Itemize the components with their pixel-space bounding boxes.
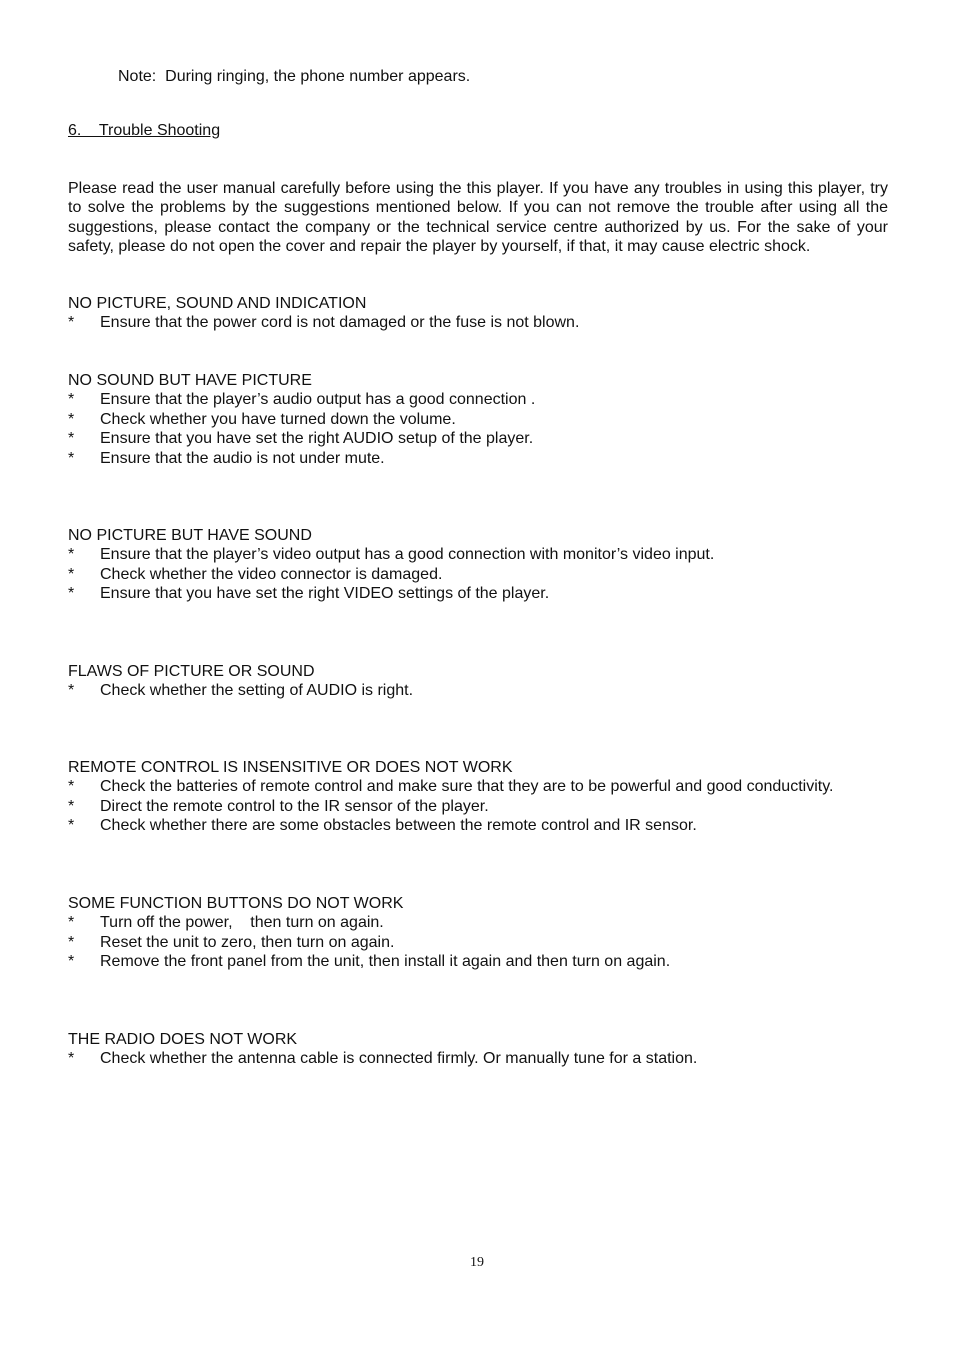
list-item xyxy=(68,449,898,468)
bullet-star: * xyxy=(68,953,75,971)
list-item xyxy=(68,429,898,448)
trouble-group xyxy=(68,371,898,468)
intro-paragraph: Please read the user manual carefully before using the this player. If you have any troubles in using this player, try to solve the problems by the suggestions mentioned below. If you can not remove the trouble after using all the suggestions, please contact the company or the technical service centre authorized by us. For the sake of your safety, please do not open the cover and repair the player by yourself, if that, it may cause electric shock. xyxy=(68,180,888,256)
list-item xyxy=(68,913,898,932)
bullet-star: * xyxy=(68,314,75,332)
item-text: Ensure that the player’s video output has a good connection with monitor’s video input. xyxy=(100,546,715,564)
bullet-star: * xyxy=(68,933,75,951)
item-text: Direct the remote control to the IR sensor of the player. xyxy=(100,797,489,815)
list-item xyxy=(68,816,898,835)
section-title: 6. Trouble Shooting xyxy=(68,122,221,139)
item-text: Check the batteries of remote control and make sure that they are to be powerful and good conductivity. xyxy=(100,778,834,796)
group-title: NO PICTURE, SOUND AND INDICATION xyxy=(68,295,367,312)
bullet-star: * xyxy=(68,410,75,428)
group-title: THE RADIO DOES NOT WORK xyxy=(68,1031,298,1048)
item-text: Reset the unit to zero, then turn on again. xyxy=(100,933,395,951)
item-text: Check whether the antenna cable is connected firmly. Or manually tune for a station. xyxy=(100,1050,698,1068)
bullet-star: * xyxy=(68,797,75,815)
bullet-star: * xyxy=(68,585,75,603)
trouble-group xyxy=(68,526,898,604)
list-item xyxy=(68,584,898,603)
list-item xyxy=(68,681,898,700)
list-item xyxy=(68,933,898,952)
group-title: REMOTE CONTROL IS INSENSITIVE OR DOES NOT WORK xyxy=(68,759,513,776)
bullet-star: * xyxy=(68,1050,75,1068)
trouble-group xyxy=(68,1030,898,1069)
ringing-note: Note: During ringing, the phone number appears. xyxy=(118,68,471,85)
list-item xyxy=(68,313,898,332)
bullet-star: * xyxy=(68,682,75,700)
bullet-star: * xyxy=(68,565,75,583)
item-text: Check whether the setting of AUDIO is right. xyxy=(100,682,414,700)
group-title: NO SOUND BUT HAVE PICTURE xyxy=(68,372,312,389)
trouble-group xyxy=(68,894,898,972)
bullet-star: * xyxy=(68,430,75,448)
item-text: Turn off the power, then turn on again. xyxy=(100,914,384,932)
bullet-star: * xyxy=(68,817,75,835)
group-title: NO PICTURE BUT HAVE SOUND xyxy=(68,527,312,544)
trouble-group xyxy=(68,662,898,701)
list-item xyxy=(68,777,898,796)
item-text: Check whether the video connector is damaged. xyxy=(100,565,443,583)
item-text: Remove the front panel from the unit, then install it again and then turn on again. xyxy=(100,953,671,971)
list-item xyxy=(68,390,898,409)
group-title: FLAWS OF PICTURE OR SOUND xyxy=(68,663,315,680)
item-text: Ensure that you have set the right VIDEO settings of the player. xyxy=(100,585,550,603)
item-text: Check whether there are some obstacles between the remote control and IR sensor. xyxy=(100,817,697,835)
bullet-star: * xyxy=(68,449,75,467)
list-item xyxy=(68,545,898,564)
item-text: Check whether you have turned down the volume. xyxy=(100,410,456,428)
trouble-group xyxy=(68,758,898,836)
list-item xyxy=(68,797,898,816)
bullet-star: * xyxy=(68,914,75,932)
item-text: Ensure that the audio is not under mute. xyxy=(100,449,385,467)
list-item xyxy=(68,952,898,971)
bullet-star: * xyxy=(68,778,75,796)
page-number: 19 xyxy=(470,1255,484,1270)
bullet-star: * xyxy=(68,391,75,409)
list-item xyxy=(68,410,898,429)
item-text: Ensure that the player’s audio output has a good connection . xyxy=(100,391,536,409)
item-text: Ensure that you have set the right AUDIO setup of the player. xyxy=(100,430,534,448)
item-text: Ensure that the power cord is not damaged or the fuse is not blown. xyxy=(100,314,580,332)
trouble-group xyxy=(68,294,898,333)
group-title: SOME FUNCTION BUTTONS DO NOT WORK xyxy=(68,895,404,912)
bullet-star: * xyxy=(68,546,75,564)
list-item xyxy=(68,565,898,584)
list-item xyxy=(68,1049,898,1068)
